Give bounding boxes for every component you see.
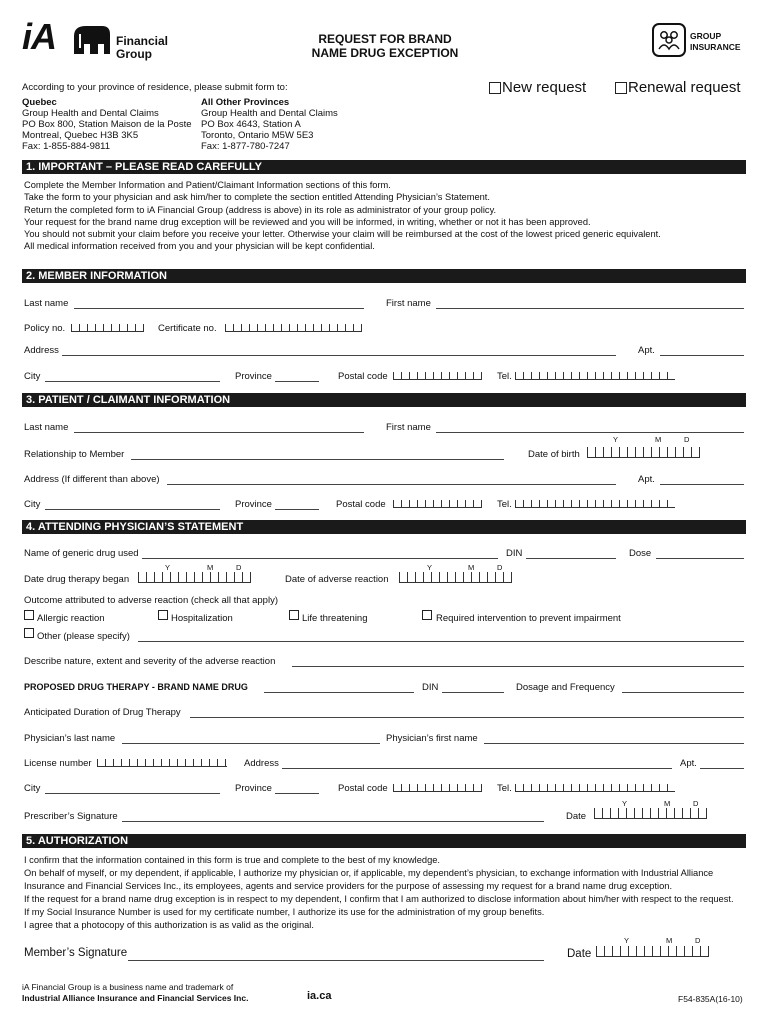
duration-label: Anticipated Duration of Drug Therapy	[24, 707, 181, 718]
member-last-name-field[interactable]	[74, 308, 364, 309]
physician-tel-label: Tel.	[497, 783, 512, 794]
section-5-header: 5. AUTHORIZATION	[22, 834, 746, 848]
prescriber-date-label: Date	[566, 811, 587, 822]
life-threatening-label: Life threatening	[302, 613, 368, 624]
footer-website-link[interactable]: ia.ca	[307, 990, 332, 1002]
physician-postal-field[interactable]	[393, 784, 482, 792]
allergic-label: Allergic reaction	[37, 613, 105, 624]
physician-apt-field[interactable]	[700, 768, 744, 769]
instruction-line: Return the completed form to iA Financial Group (address is above) in its role as administrator of your group policy.	[24, 204, 497, 215]
outcome-label: Outcome attributed to adverse reaction (check all that apply)	[24, 595, 278, 606]
member-apt-label: Apt.	[638, 345, 655, 356]
member-address-label: Address	[24, 345, 59, 356]
new-request-checkbox[interactable]	[489, 82, 501, 94]
logo-wordmark: iA	[22, 16, 56, 57]
patient-first-name-field[interactable]	[436, 432, 744, 433]
instruction-line: Complete the Member Information and Patient/Claimant Information sections of this form.	[24, 180, 391, 190]
generic-drug-label: Name of generic drug used	[24, 548, 139, 559]
dosage-field[interactable]	[622, 692, 744, 693]
member-city-field[interactable]	[45, 381, 220, 382]
logo-sub1: Financial	[116, 34, 169, 48]
dose-label: Dose	[629, 548, 652, 559]
policy-no-field[interactable]	[71, 324, 144, 332]
member-date-y-label: Y	[624, 936, 630, 945]
instruction-line: All medical information received from you and your physician will be kept confidential.	[24, 241, 375, 252]
generic-drug-field[interactable]	[142, 558, 498, 559]
allergic-checkbox[interactable]	[24, 610, 34, 620]
member-first-name-field[interactable]	[436, 308, 744, 309]
renewal-request-checkbox[interactable]	[615, 82, 627, 94]
life-threatening-checkbox[interactable]	[289, 610, 299, 620]
therapy-began-field[interactable]	[138, 572, 251, 583]
prescriber-signature-field[interactable]	[122, 821, 544, 822]
quebec-address	[22, 97, 192, 152]
other-provinces-address	[201, 97, 338, 152]
policy-no-label: Policy no.	[24, 323, 66, 334]
din-label: DIN	[506, 548, 523, 559]
patient-first-name-label: First name	[386, 422, 431, 433]
patient-postal-field[interactable]	[393, 500, 482, 508]
physician-address-field[interactable]	[282, 768, 672, 769]
badge-line2: INSURANCE	[690, 42, 741, 52]
hospitalization-label: Hospitalization	[171, 613, 233, 624]
member-postal-label: Postal code	[338, 371, 388, 382]
therapy-began-label: Date drug therapy began	[24, 574, 130, 585]
physician-postal-label: Postal code	[338, 783, 388, 794]
member-date-m-label: M	[666, 936, 673, 945]
quebec-line: Montreal, Quebec H3B 3K5	[22, 130, 139, 141]
physician-city-field[interactable]	[45, 793, 220, 794]
certificate-no-label: Certificate no.	[158, 323, 217, 334]
footer-form-code: F54-835A(16-10)	[678, 994, 743, 1004]
badge-line1: GROUP	[690, 31, 722, 41]
member-city-label: City	[24, 371, 41, 382]
quebec-line: PO Box 800, Station Maison de la Poste	[22, 119, 192, 130]
member-signature-field[interactable]	[128, 960, 544, 961]
quebec-line: Fax: 1-855-884-9811	[22, 141, 111, 152]
instruction-line: Take the form to your physician and ask him/her to complete the section entitled Attending Physician’s Statement.	[24, 192, 490, 203]
member-tel-label: Tel.	[497, 371, 512, 382]
physician-tel-field[interactable]	[515, 784, 675, 792]
authorization-p3: If the request for a brand name drug exception is in respect to my dependent, I confirm that I am authorized to disclose information about him/her with respect to the request.	[24, 893, 734, 904]
member-apt-field[interactable]	[660, 355, 744, 356]
adverse-m-label: M	[468, 563, 475, 572]
patient-postal-label: Postal code	[336, 499, 386, 510]
member-date-field[interactable]	[596, 946, 709, 957]
member-first-name-label: First name	[386, 298, 431, 309]
renewal-request-label: Renewal request	[628, 79, 741, 96]
dob-field[interactable]	[587, 447, 700, 458]
certificate-no-field[interactable]	[225, 324, 362, 332]
ia-logo	[22, 16, 172, 62]
prescriber-date-y-label: Y	[622, 799, 628, 808]
patient-apt-field[interactable]	[660, 484, 744, 485]
submit-intro: According to your province of residence, please submit form to:	[22, 82, 288, 93]
elephant-icon	[72, 24, 112, 58]
patient-city-label: City	[24, 499, 41, 510]
section-3-header: 3. PATIENT / CLAIMANT INFORMATION	[22, 393, 746, 407]
proposed-therapy-label: PROPOSED DRUG THERAPY - BRAND NAME DRUG	[24, 682, 248, 692]
patient-last-name-label: Last name	[24, 422, 69, 433]
group-people-icon	[652, 23, 686, 57]
describe-label: Describe nature, extent and severity of the adverse reaction	[24, 656, 276, 667]
other-field[interactable]	[138, 641, 744, 642]
dose-field[interactable]	[656, 558, 744, 559]
physician-last-name-field[interactable]	[122, 743, 380, 744]
instruction-line: Your request for the brand name drug exception will be reviewed and you will be informed, in writing, whether or not it has been approved.	[24, 216, 591, 227]
other-line: PO Box 4643, Station A	[201, 119, 301, 130]
therapy-y-label: Y	[165, 563, 171, 572]
footer-trademark-line2: Industrial Alliance Insurance and Financial Services Inc.	[22, 993, 249, 1003]
instruction-line: You should not submit your claim before you receive your letter. Otherwise your claim will be reimbursed at the cost of the lowest priced generic equivalent.	[24, 229, 661, 240]
din2-field[interactable]	[442, 692, 504, 693]
member-last-name-label: Last name	[24, 298, 69, 309]
physician-province-field[interactable]	[275, 793, 319, 794]
authorization-p2: On behalf of myself, or my dependent, if applicable, I authorize my physician or, if applicable, my dependent’s physician, to exchange information with Industrial Alliance Insurance and Financial Services Inc., its employees, agents and service providers for the purpose of assessing my request for a brand name drug exception.	[24, 868, 714, 891]
din2-label: DIN	[422, 682, 439, 693]
member-date-label: Date	[567, 948, 592, 960]
patient-address-label: Address (If different than above)	[24, 474, 160, 485]
dob-y-label: Y	[613, 435, 619, 444]
logo-sub2: Group	[116, 47, 152, 61]
patient-tel-field[interactable]	[515, 500, 675, 508]
patient-last-name-field[interactable]	[74, 432, 364, 433]
relationship-field[interactable]	[131, 459, 504, 460]
member-postal-field[interactable]	[393, 372, 482, 380]
therapy-m-label: M	[207, 563, 214, 572]
therapy-d-label: D	[236, 563, 242, 572]
form-title	[280, 32, 490, 60]
member-date-d-label: D	[695, 936, 701, 945]
physician-city-label: City	[24, 783, 41, 794]
form-title-line1: REQUEST FOR BRAND	[318, 32, 452, 46]
patient-apt-label: Apt.	[638, 474, 655, 485]
patient-address-field[interactable]	[167, 484, 616, 485]
relationship-label: Relationship to Member	[24, 449, 125, 460]
member-province-field[interactable]	[275, 381, 319, 382]
duration-field[interactable]	[190, 717, 744, 718]
quebec-line: Group Health and Dental Claims	[22, 108, 159, 119]
physician-last-name-label: Physician’s last name	[24, 733, 116, 744]
other-line: Fax: 1-877-780-7247	[201, 141, 290, 152]
physician-province-label: Province	[235, 783, 272, 794]
new-request-label: New request	[502, 79, 587, 96]
physician-first-name-label: Physician’s first name	[386, 733, 478, 744]
authorization-text	[24, 854, 748, 932]
dob-d-label: D	[684, 435, 690, 444]
other-checkbox[interactable]	[24, 628, 34, 638]
physician-address-label: Address	[244, 758, 279, 769]
prescriber-signature-label: Prescriber’s Signature	[24, 811, 118, 822]
prescriber-date-field[interactable]	[594, 808, 707, 819]
footer-trademark-line1: iA Financial Group is a business name and trademark of	[22, 982, 234, 992]
section-1-instructions	[24, 179, 748, 253]
section-4-header: 4. ATTENDING PHYSICIAN’S STATEMENT	[22, 520, 746, 534]
proposed-therapy-field[interactable]	[264, 692, 414, 693]
dosage-label: Dosage and Frequency	[516, 682, 615, 693]
dob-m-label: M	[655, 435, 662, 444]
adverse-date-label: Date of adverse reaction	[285, 574, 389, 585]
quebec-heading: Quebec	[22, 97, 57, 108]
din-field[interactable]	[526, 558, 616, 559]
authorization-p4: If my Social Insurance Number is used for my certificate number, I authorize its use for the administration of my group benefits.	[24, 907, 545, 918]
adverse-y-label: Y	[427, 563, 433, 572]
describe-field[interactable]	[292, 666, 744, 667]
member-tel-field[interactable]	[515, 372, 675, 380]
patient-city-field[interactable]	[45, 509, 220, 510]
member-province-label: Province	[235, 371, 272, 382]
other-line: Group Health and Dental Claims	[201, 108, 338, 119]
adverse-date-field[interactable]	[399, 572, 512, 583]
patient-tel-label: Tel.	[497, 499, 512, 510]
physician-first-name-field[interactable]	[484, 743, 744, 744]
other-line: Toronto, Ontario M5W 5E3	[201, 130, 314, 141]
dob-label: Date of birth	[528, 449, 580, 460]
patient-province-label: Province	[235, 499, 272, 510]
license-label: License number	[24, 758, 92, 769]
intervention-label: Required intervention to prevent impairment	[436, 613, 621, 624]
other-label: Other (please specify)	[37, 631, 130, 642]
adverse-d-label: D	[497, 563, 503, 572]
intervention-checkbox[interactable]	[422, 610, 432, 620]
hospitalization-checkbox[interactable]	[158, 610, 168, 620]
other-heading: All Other Provinces	[201, 97, 290, 108]
section-2-header: 2. MEMBER INFORMATION	[22, 269, 746, 283]
section-1-header: 1. IMPORTANT – PLEASE READ CAREFULLY	[22, 160, 746, 174]
license-field[interactable]	[97, 759, 227, 767]
authorization-p1: I confirm that the information contained in this form is true and complete to the best of my knowledge.	[24, 855, 440, 865]
authorization-p5: I agree that a photocopy of this authorization is as valid as the original.	[24, 920, 314, 931]
group-insurance-badge	[652, 23, 748, 61]
prescriber-date-m-label: M	[664, 799, 671, 808]
patient-province-field[interactable]	[275, 509, 319, 510]
form-title-line2: NAME DRUG EXCEPTION	[311, 46, 459, 60]
physician-apt-label: Apt.	[680, 758, 697, 769]
member-signature-label: Member’s Signature	[24, 947, 128, 959]
member-address-field[interactable]	[62, 355, 616, 356]
prescriber-date-d-label: D	[693, 799, 699, 808]
